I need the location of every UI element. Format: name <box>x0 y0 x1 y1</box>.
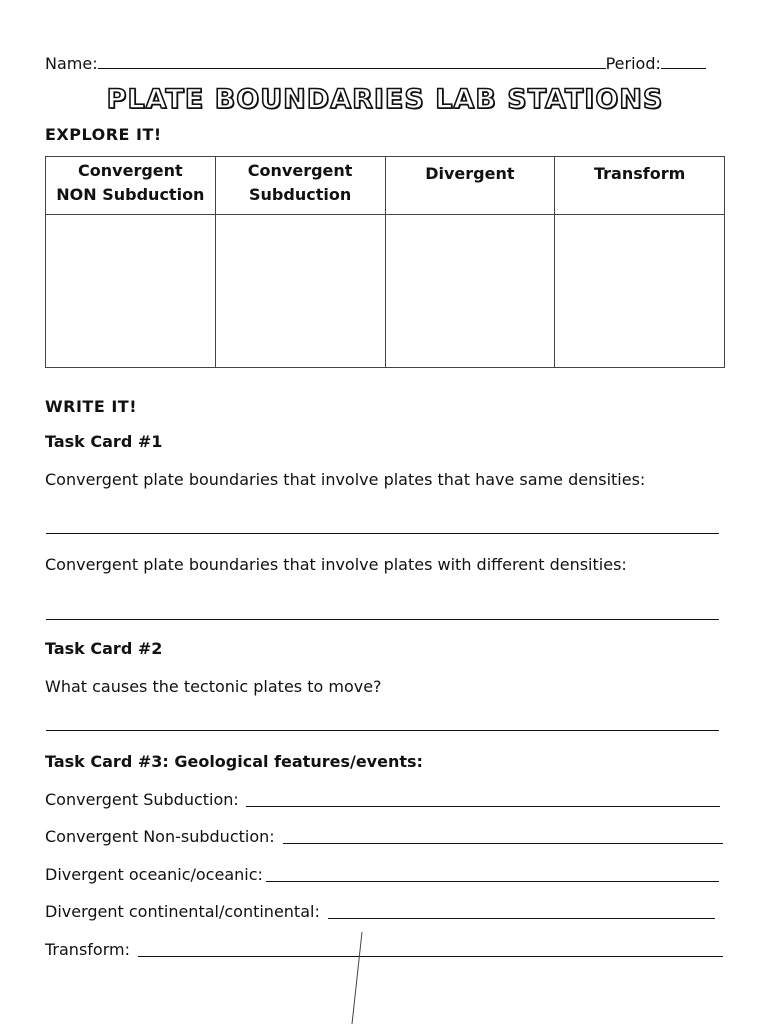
name-label: Name: <box>45 54 98 73</box>
column-header-line: Convergent <box>247 161 353 180</box>
task-card-1-title: Task Card #1 <box>45 432 163 451</box>
feature-label-divergent-oceanic: Divergent oceanic/oceanic: <box>45 865 263 884</box>
task-card-2-title: Task Card #2 <box>45 639 163 658</box>
column-header-line: Convergent <box>78 161 183 180</box>
column-header-line: Subduction <box>249 185 352 204</box>
feature-label-divergent-continental: Divergent continental/continental: <box>45 902 320 921</box>
feature-label-transform: Transform: <box>45 940 130 959</box>
column-header-line: Transform <box>593 164 686 183</box>
task-card-2-question-1: What causes the tectonic plates to move? <box>45 677 382 696</box>
feature-label-convergent-subduction: Convergent Subduction: <box>45 790 239 809</box>
explore-heading: EXPLORE IT! <box>45 125 162 144</box>
task-card-1-question-1: Convergent plate boundaries that involve plates that have same densities: <box>45 470 646 489</box>
write-heading: WRITE IT! <box>45 397 137 416</box>
period-label: Period: <box>605 54 661 73</box>
page-title: PLATE BOUNDARIES LAB STATIONS <box>106 84 664 115</box>
task-card-3-title: Task Card #3: Geological features/events: <box>45 752 423 771</box>
feature-label-convergent-non-subduction: Convergent Non-subduction: <box>45 827 275 846</box>
column-header-line: Divergent <box>425 164 515 183</box>
column-header-line: NON Subduction <box>56 185 205 204</box>
task-card-1-question-2: Convergent plate boundaries that involve plates with different densities: <box>45 555 627 574</box>
